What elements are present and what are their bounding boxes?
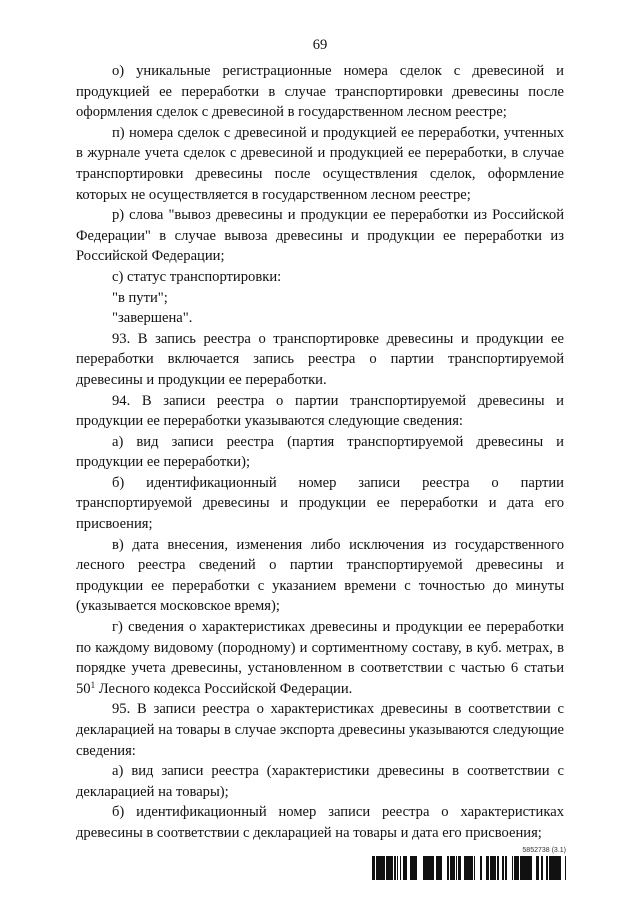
document-code: 5852738 (3.1)	[522, 847, 566, 854]
paragraph-95-b: б) идентификационный номер записи реестра о характеристиках древесины в соответствии с декларацией на товары и дата его присвоения;	[76, 804, 564, 841]
barcode-icon	[372, 856, 566, 880]
paragraph-r: р) слова "вывоз древесины и продукции ее переработки из Российской Федерации" в случае вывоза древесины и продукции ее переработки из Российской Федерации;	[76, 207, 564, 265]
paragraph-95: 95. В записи реестра о характеристиках древесины в соответствии с декларацией на товары в случае экспорта древесины указываются следующие сведения:	[76, 701, 564, 759]
status-in-transit: "в пути";	[112, 289, 168, 306]
paragraph-93: 93. В запись реестра о транспортировке древесины и продукции ее переработки включается запись реестра о партии транспортируемой древесины и продукции ее переработки.	[76, 330, 564, 388]
paragraph-94-g-text: г) сведения о характеристиках древесины и продукции ее переработки по каждому видовому (породному) и сортиментному составу, в куб. метрах, в порядке учета древесины, установленном в соответствии с частью 6 статьи 50	[76, 619, 564, 697]
paragraph-o: о) уникальные регистрационные номера сделок с древесиной и продукцией ее переработки в случае транспортировки древесины после оформления сделок с древесиной в государственном лесном реестре;	[76, 63, 564, 121]
superscript-marker: 1	[90, 679, 96, 690]
page-number: 69	[312, 37, 328, 53]
paragraph-94-a: а) вид записи реестра (партия транспортируемой древесины и продукции ее переработки);	[76, 433, 564, 471]
paragraph-94-b: б) идентификационный номер записи реестра о партии транспортируемой древесины и продукции ее переработки и дата его присвоения;	[76, 474, 564, 533]
paragraph-94-g	[76, 617, 564, 699]
document-body	[76, 61, 564, 844]
paragraph-94-g-tail: Лесного кодекса Российской Федерации.	[95, 680, 353, 697]
status-completed: "завершена".	[112, 310, 193, 327]
paragraph-s: с) статус транспортировки:	[112, 268, 282, 285]
paragraph-95-a: а) вид записи реестра (характеристики древесины в соответствии с декларацией на товары);	[76, 763, 564, 800]
paragraph-p: п) номера сделок с древесиной и продукцией ее переработки, учтенных в журнале учета сделок с древесиной и продукцией ее переработки, в случае транспортировки древесины после осуществления сделок, оформление которых не осуществляется в государственном лесном реестре;	[76, 124, 564, 203]
paragraph-94: 94. В записи реестра о партии транспортируемой древесины и продукции ее переработки указываются следующие сведения:	[76, 392, 564, 430]
paragraph-94-v: в) дата внесения, изменения либо исключения из государственного лесного реестра сведений о партии транспортируемой древесины и продукции ее переработки с указанием времени с точностью до минуты (указывается московское время);	[76, 536, 564, 615]
